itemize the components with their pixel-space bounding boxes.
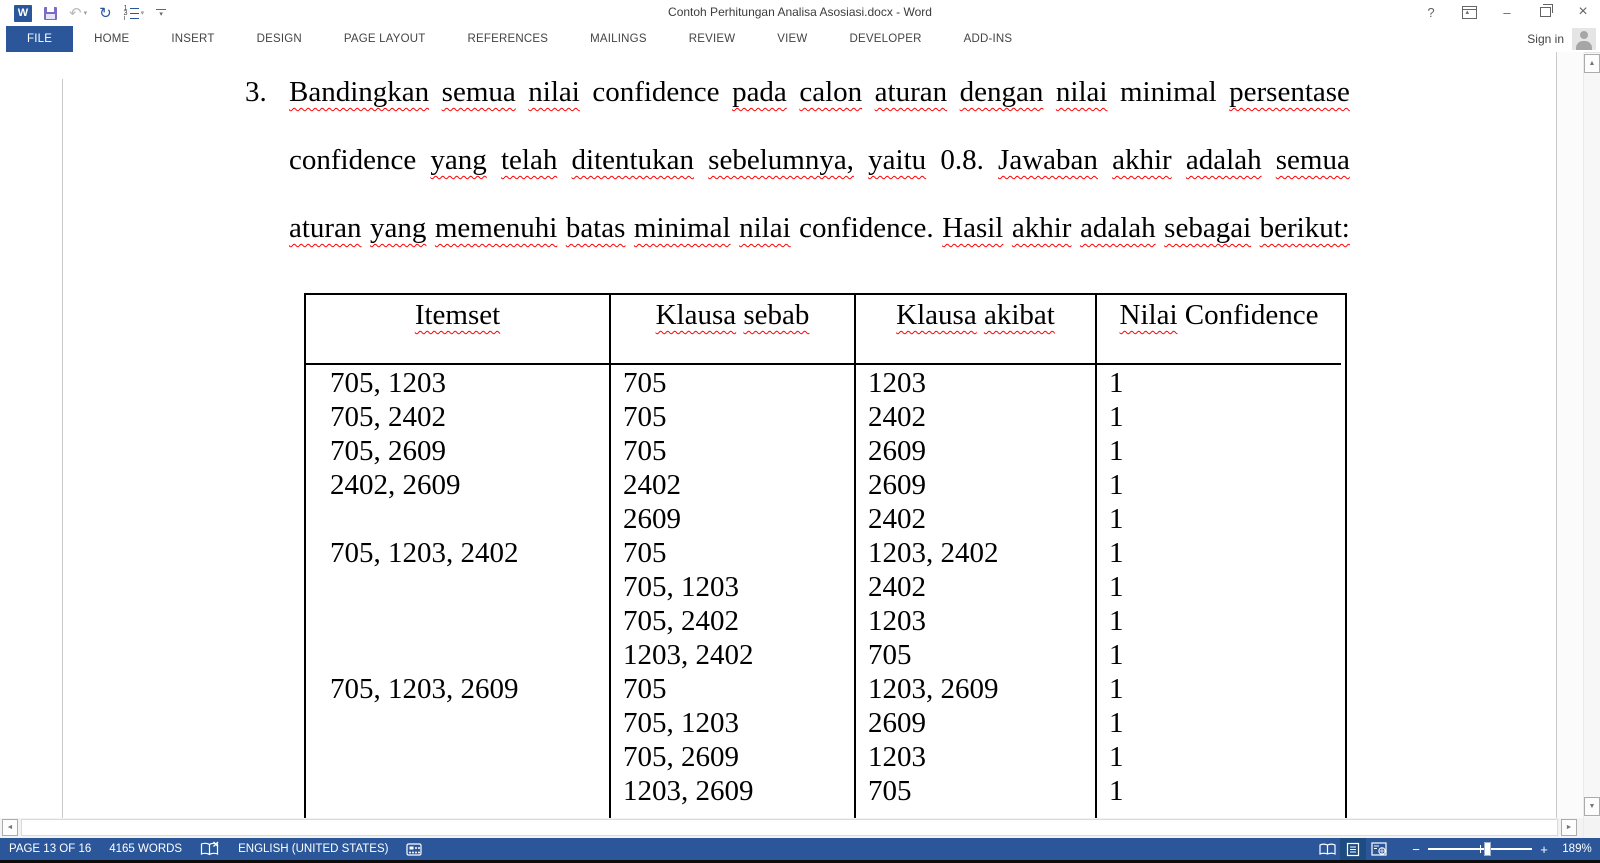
title-bar (0, 0, 1600, 26)
paragraph-line[interactable] (289, 58, 1350, 126)
help-button[interactable]: ? (1427, 4, 1435, 20)
web-layout-icon (1371, 842, 1387, 856)
word: Hasil (942, 212, 1004, 244)
table-cell-line[interactable]: 2402 (868, 401, 926, 433)
word: persentase (1229, 76, 1350, 108)
tab-file[interactable]: FILE (6, 26, 73, 52)
table-cell-line[interactable]: 1 (1109, 537, 1124, 569)
table-header-nilai_confidence[interactable] (1097, 295, 1341, 365)
book-x-icon (200, 841, 220, 857)
print-layout-icon (1346, 842, 1360, 857)
word: akhir (1011, 212, 1072, 244)
numbering-dropdown-icon: ▾ (140, 10, 145, 17)
table-cell-line[interactable]: 705 (868, 639, 912, 671)
table-cell-line[interactable]: 1 (1109, 741, 1124, 773)
word: confidence (592, 76, 720, 108)
zoom-slider[interactable] (1428, 840, 1532, 858)
word: sebelumnya, (708, 144, 854, 176)
ribbon-tab-bar (0, 26, 1600, 53)
table-header-klausa_sebab[interactable] (611, 295, 854, 365)
word: Bandingkan (289, 76, 430, 108)
table-cell-line[interactable]: 2609 (868, 435, 926, 467)
word: nilai (739, 212, 791, 244)
close-button[interactable]: × (1578, 3, 1588, 20)
tab-add-ins[interactable]: ADD-INS (963, 33, 1013, 45)
header-word: sebab (743, 299, 810, 331)
table-column-klausa_sebab (611, 295, 856, 818)
document-title: Contoh Perhitungan Analisa Asosiasi.docx - Word (668, 5, 932, 19)
word: yang (369, 212, 427, 244)
table-column-klausa_akibat (856, 295, 1097, 818)
word: sebagai (1164, 212, 1252, 244)
undo-dropdown-icon: ▾ (83, 10, 88, 17)
avatar (1572, 28, 1596, 50)
word: berikut: (1259, 212, 1350, 244)
tab-insert[interactable]: INSERT (171, 33, 215, 45)
word: pada (732, 76, 787, 108)
word: batas (565, 212, 626, 244)
macro-recording-button[interactable] (397, 838, 431, 860)
table-cell-line[interactable]: 705, 2402 (623, 605, 739, 637)
table-column-nilai_confidence (1097, 295, 1341, 818)
zoom-percentage[interactable]: 189% (1562, 843, 1592, 855)
scroll-up-button[interactable]: ▲ (1584, 54, 1600, 73)
header-word: Klausa (896, 299, 977, 331)
restore-icon (1540, 7, 1551, 17)
page-right-margin-zone (1556, 52, 1584, 818)
customize-qat-icon: ▾ (156, 9, 166, 18)
table-cell-line[interactable]: 1 (1109, 469, 1124, 501)
word: semua (441, 76, 516, 108)
print-layout-button[interactable] (1340, 838, 1366, 860)
tab-page-layout[interactable]: PAGE LAYOUT (343, 33, 426, 45)
header-word: akibat (983, 299, 1055, 331)
restore-button[interactable] (1536, 2, 1554, 22)
header-word: Klausa (655, 299, 737, 331)
table-cell-line[interactable]: 705 (623, 537, 667, 569)
word: adalah (1185, 144, 1262, 176)
table-cell-line[interactable]: 705, 1203 (623, 707, 739, 739)
word: 0.8. (940, 144, 984, 176)
table-cell-line[interactable] (330, 706, 609, 740)
word: memenuhi (434, 212, 558, 244)
table-cell-line[interactable]: 1 (1109, 367, 1124, 399)
table-cell-line[interactable]: 705, 1203 (623, 571, 739, 603)
read-mode-button[interactable] (1314, 838, 1340, 860)
table-cell-line[interactable]: 1 (1109, 673, 1124, 705)
redo-icon: ↻ (99, 5, 112, 22)
zoom-out-button[interactable]: − (1412, 841, 1420, 857)
zoom-in-button[interactable]: + (1540, 841, 1548, 857)
table-cell-line[interactable]: 1203, 2402 (623, 639, 754, 671)
table-cell-line[interactable] (330, 502, 609, 536)
word: minimal (633, 212, 731, 244)
tab-view[interactable]: VIEW (777, 33, 808, 45)
table-cell-line[interactable]: 705, 1203 (330, 367, 446, 399)
paragraph-line[interactable] (289, 194, 1350, 262)
confidence-table[interactable] (304, 293, 1347, 820)
word: akhir (1112, 144, 1172, 176)
table-cell-line[interactable]: 1203 (868, 605, 926, 637)
table-cell-line[interactable]: 1 (1109, 503, 1124, 535)
scroll-right-button[interactable]: ► (1561, 819, 1577, 836)
word: aturan (874, 76, 948, 108)
table-cell-line[interactable]: 705 (623, 435, 667, 467)
tab-mailings[interactable]: MAILINGS (590, 33, 647, 45)
table-cell-line[interactable]: 705 (623, 367, 667, 399)
numbering-icon: 1 3 i (124, 6, 139, 20)
tab-developer[interactable]: DEVELOPER (849, 33, 922, 45)
table-cell-line[interactable]: 1 (1109, 401, 1124, 433)
word: nilai (528, 76, 580, 108)
tab-home[interactable]: HOME (94, 33, 130, 45)
table-cell-line[interactable] (330, 740, 609, 774)
word: confidence. (799, 212, 934, 244)
table-cell-line[interactable] (330, 774, 609, 808)
sign-in-label: Sign in (1527, 32, 1564, 46)
table-cell-line[interactable]: 1203 (868, 741, 926, 773)
table-column-itemset (306, 295, 611, 818)
read-mode-icon (1319, 843, 1336, 856)
word: adalah (1079, 212, 1156, 244)
table-cell-line[interactable] (330, 604, 609, 638)
minimize-button[interactable]: – (1503, 4, 1511, 20)
word: telah (500, 144, 558, 176)
tab-references[interactable]: REFERENCES (467, 33, 549, 45)
table-cell-line[interactable]: 705, 2609 (623, 741, 739, 773)
word: minimal (1119, 76, 1217, 108)
table-cell-line[interactable]: 1 (1109, 605, 1124, 637)
table-cell-line[interactable]: 2402 (868, 571, 926, 603)
table-header-itemset[interactable] (306, 295, 609, 365)
undo-icon: ↶ (69, 5, 82, 22)
word: Jawaban (998, 144, 1098, 176)
table-cell-line[interactable]: 2402, 2609 (330, 469, 461, 501)
table-cell-line[interactable]: 1 (1109, 707, 1124, 739)
status-bar (0, 838, 1600, 860)
scroll-down-button[interactable]: ▼ (1584, 797, 1600, 816)
list-number[interactable]: 3. (245, 76, 267, 108)
table-cell-line[interactable]: 705, 2609 (330, 435, 446, 467)
horizontal-scrollbar[interactable] (0, 818, 1600, 838)
word-logo-icon[interactable]: W (14, 3, 32, 23)
ribbon-tabs (6, 26, 1033, 52)
word: yaitu (868, 144, 927, 176)
table-cell-line[interactable]: 1203, 2609 (623, 775, 754, 807)
word: ditentukan (571, 144, 694, 176)
scroll-left-button[interactable]: ◄ (2, 819, 18, 836)
table-cell-line[interactable]: 2402 (868, 503, 926, 535)
table-cell-line[interactable]: 1203, 2402 (868, 537, 999, 569)
word: aturan (289, 212, 362, 244)
table-cell-line[interactable]: 705 (623, 401, 667, 433)
sign-in[interactable] (1527, 26, 1596, 52)
table-cell-line[interactable]: 705, 2402 (330, 401, 446, 433)
page-number-status[interactable]: PAGE 13 OF 16 (9, 843, 92, 855)
ribbon-display-options-icon (1462, 6, 1477, 19)
header-word: Itemset (414, 299, 501, 331)
word: dengan (959, 76, 1044, 108)
tab-review[interactable]: REVIEW (688, 33, 736, 45)
language-status[interactable]: ENGLISH (UNITED STATES) (238, 843, 389, 855)
word: calon (799, 76, 863, 108)
paragraph-line[interactable] (289, 126, 1350, 194)
proofing-errors-button[interactable] (191, 838, 229, 860)
table-cell-line[interactable]: 705 (623, 673, 667, 705)
tab-design[interactable]: DESIGN (256, 33, 302, 45)
word: yang (430, 144, 487, 176)
table-header-klausa_akibat[interactable] (856, 295, 1095, 365)
word: nilai (1055, 76, 1108, 108)
table-cell-line[interactable]: 1 (1109, 639, 1124, 671)
table-cell-line[interactable]: 2609 (868, 707, 926, 739)
table-cell-line[interactable]: 1203 (868, 367, 926, 399)
table-cell-line[interactable]: 2609 (868, 469, 926, 501)
word-count-status[interactable]: 4165 WORDS (109, 843, 183, 855)
paragraph[interactable] (289, 58, 1350, 262)
table-cell-line[interactable]: 1 (1109, 571, 1124, 603)
table-cell-line[interactable] (330, 570, 609, 604)
header-word: Nilai (1119, 299, 1178, 331)
table-cell-line[interactable]: 2609 (623, 503, 681, 535)
table-cell-line[interactable]: 1 (1109, 435, 1124, 467)
scrollbar-corner (1583, 818, 1600, 838)
zoom-slider-thumb[interactable] (1484, 842, 1491, 856)
page-left-edge (62, 79, 63, 818)
macro-record-icon (406, 843, 422, 856)
table-cell-line[interactable]: 705 (868, 775, 912, 807)
table-cell-line[interactable]: 1203, 2609 (868, 673, 999, 705)
vertical-scrollbar[interactable] (1583, 53, 1600, 818)
web-layout-button[interactable] (1366, 838, 1392, 860)
table-cell-line[interactable]: 705, 1203, 2402 (330, 537, 519, 569)
word: semua (1275, 144, 1350, 176)
header-word: Confidence (1184, 299, 1319, 331)
table-cell-line[interactable]: 1 (1109, 775, 1124, 807)
ribbon-display-options-button[interactable] (1460, 2, 1478, 22)
horizontal-scrollbar-thumb[interactable] (21, 819, 1558, 836)
table-cell-line[interactable] (330, 638, 609, 672)
table-cell-line[interactable]: 705, 1203, 2609 (330, 673, 519, 705)
word: confidence (289, 144, 417, 176)
table-cell-line[interactable]: 2402 (623, 469, 681, 501)
